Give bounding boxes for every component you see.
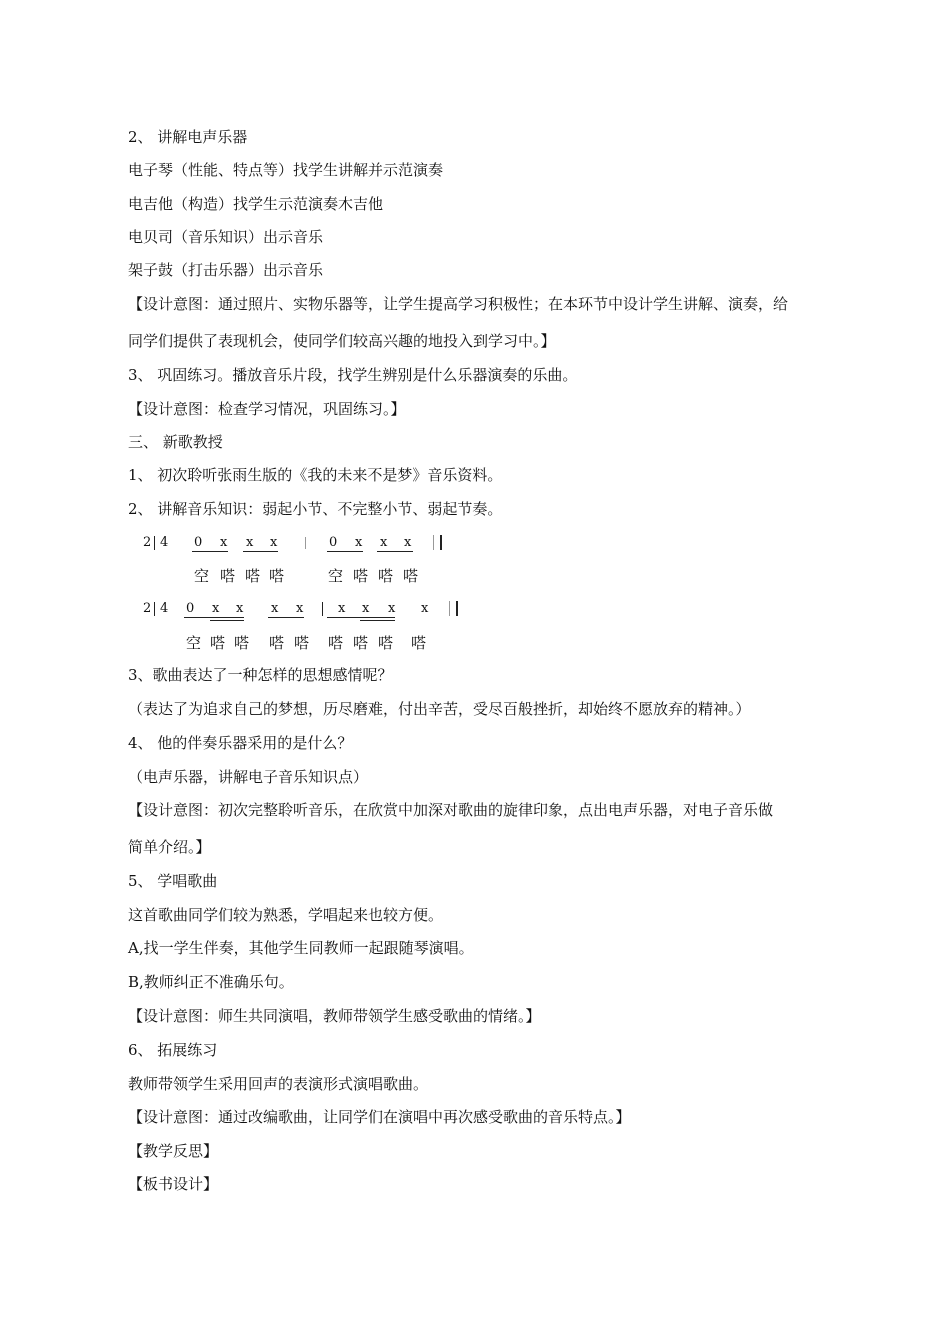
design-intent-line: 【设计意图：通过照片、实物乐器等，让学生提高学习积极性；在本环节中设计学生讲解、演奏，给 <box>128 295 789 313</box>
text-line: 电贝司（音乐知识）出示音乐 <box>128 228 324 246</box>
section-heading-6: 6、 拓展练习 <box>128 1041 218 1059</box>
rhythm-note: x <box>404 535 412 550</box>
barline <box>322 602 323 616</box>
rhythm-note: x <box>355 535 363 550</box>
final-barline-thick <box>456 601 458 616</box>
board-design-heading: 【板书设计】 <box>128 1175 219 1193</box>
text-line: A,找一学生伴奏，其他学生同教师一起跟随琴演唱。 <box>128 939 474 957</box>
rhythm-note: x <box>362 601 370 616</box>
time-signature-divider <box>154 536 155 550</box>
time-signature-denominator: 4 <box>160 535 169 550</box>
rhythm-note: 0 <box>329 535 338 550</box>
text-line: B,教师纠正不准确乐句。 <box>128 973 294 991</box>
rhythm-lyric: 嗒 <box>353 567 369 585</box>
rhythm-lyric: 嗒 <box>403 567 419 585</box>
rhythm-lyric: 嗒 <box>378 567 394 585</box>
rhythm-note: x <box>220 535 228 550</box>
beam-underline <box>192 551 228 552</box>
rhythm-lyric: 嗒 <box>269 634 285 652</box>
section-heading-2: 2、 讲解电声乐器 <box>128 128 248 146</box>
rhythm-note: x <box>212 601 220 616</box>
rhythm-note: 0 <box>194 535 203 550</box>
rhythm-note: x <box>246 535 254 550</box>
beam-underline <box>327 551 363 552</box>
text-line: 电吉他（构造）找学生示范演奏木吉他 <box>128 195 384 213</box>
final-barline-thin <box>449 601 450 616</box>
text-line: 2、 讲解音乐知识：弱起小节、不完整小节、弱起节奏。 <box>128 500 503 518</box>
beam-underline-double <box>360 620 395 621</box>
rhythm-lyric: 嗒 <box>245 567 261 585</box>
rhythm-lyric: 嗒 <box>411 634 427 652</box>
beam-underline <box>184 617 244 618</box>
rhythm-note: x <box>388 601 396 616</box>
final-barline-thick <box>440 535 442 550</box>
rhythm-lyric: 嗒 <box>220 567 236 585</box>
design-intent-line: 【设计意图：检查学习情况，巩固练习。】 <box>128 400 406 418</box>
time-signature-denominator: 4 <box>160 601 169 616</box>
rhythm-lyric: 嗒 <box>353 634 369 652</box>
rhythm-note: x <box>421 601 429 616</box>
text-line: 电子琴（性能、特点等）找学生讲解并示范演奏 <box>128 161 444 179</box>
rhythm-lyric: 嗒 <box>234 634 250 652</box>
beam-underline <box>268 617 304 618</box>
rhythm-lyric: 空 <box>186 634 202 652</box>
reflection-heading: 【教学反思】 <box>128 1142 219 1160</box>
question-line: 3、歌曲表达了一种怎样的思想感情呢？ <box>128 666 393 684</box>
rhythm-note: x <box>270 535 278 550</box>
question-line: 4、 他的伴奏乐器采用的是什么？ <box>128 734 353 752</box>
beam-underline <box>327 617 395 618</box>
section-heading-3: 3、 巩固练习。播放音乐片段，找学生辨别是什么乐器演奏的乐曲。 <box>128 366 578 384</box>
text-line: 教师带领学生采用回声的表演形式演唱歌曲。 <box>128 1075 429 1093</box>
answer-line: （电声乐器，讲解电子音乐知识点） <box>128 768 369 786</box>
rhythm-note: x <box>338 601 346 616</box>
rhythm-note: x <box>296 601 304 616</box>
section-heading-5: 5、 学唱歌曲 <box>128 872 218 890</box>
final-barline-thin <box>433 535 434 550</box>
design-intent-line: 简单介绍。】 <box>128 838 211 856</box>
rhythm-note: 0 <box>186 601 195 616</box>
text-line: 这首歌曲同学们较为熟悉，学唱起来也较方便。 <box>128 906 444 924</box>
chapter-heading: 三、 新歌教授 <box>128 433 223 451</box>
rhythm-note: x <box>380 535 388 550</box>
barline <box>305 537 306 549</box>
rhythm-note: x <box>271 601 279 616</box>
time-signature-numerator: 2 <box>143 535 152 550</box>
rhythm-lyric: 嗒 <box>294 634 310 652</box>
beam-underline-double <box>210 620 244 621</box>
time-signature-divider <box>154 602 155 616</box>
rhythm-lyric: 嗒 <box>378 634 394 652</box>
time-signature-numerator: 2 <box>143 601 152 616</box>
design-intent-line: 【设计意图：通过改编歌曲，让同学们在演唱中再次感受歌曲的音乐特点。】 <box>128 1108 631 1126</box>
beam-underline <box>377 551 413 552</box>
answer-line: （表达了为追求自己的梦想，历尽磨难，付出辛苦，受尽百般挫折，却始终不愿放弃的精神。） <box>128 700 751 718</box>
beam-underline <box>243 551 278 552</box>
design-intent-line: 【设计意图：师生共同演唱，教师带领学生感受歌曲的情绪。】 <box>128 1007 541 1025</box>
rhythm-lyric: 嗒 <box>210 634 226 652</box>
rhythm-lyric: 嗒 <box>269 567 285 585</box>
rhythm-lyric: 空 <box>328 567 344 585</box>
text-line: 1、 初次聆听张雨生版的《我的未来不是梦》音乐资料。 <box>128 466 503 484</box>
rhythm-lyric: 嗒 <box>328 634 344 652</box>
rhythm-note: x <box>236 601 244 616</box>
text-line: 架子鼓（打击乐器）出示音乐 <box>128 261 324 279</box>
rhythm-lyric: 空 <box>194 567 210 585</box>
design-intent-line: 【设计意图：初次完整聆听音乐，在欣赏中加深对歌曲的旋律印象，点出电声乐器，对电子音乐做 <box>128 801 774 819</box>
design-intent-line: 同学们提供了表现机会，使同学们较高兴趣的地投入到学习中。】 <box>128 332 556 350</box>
